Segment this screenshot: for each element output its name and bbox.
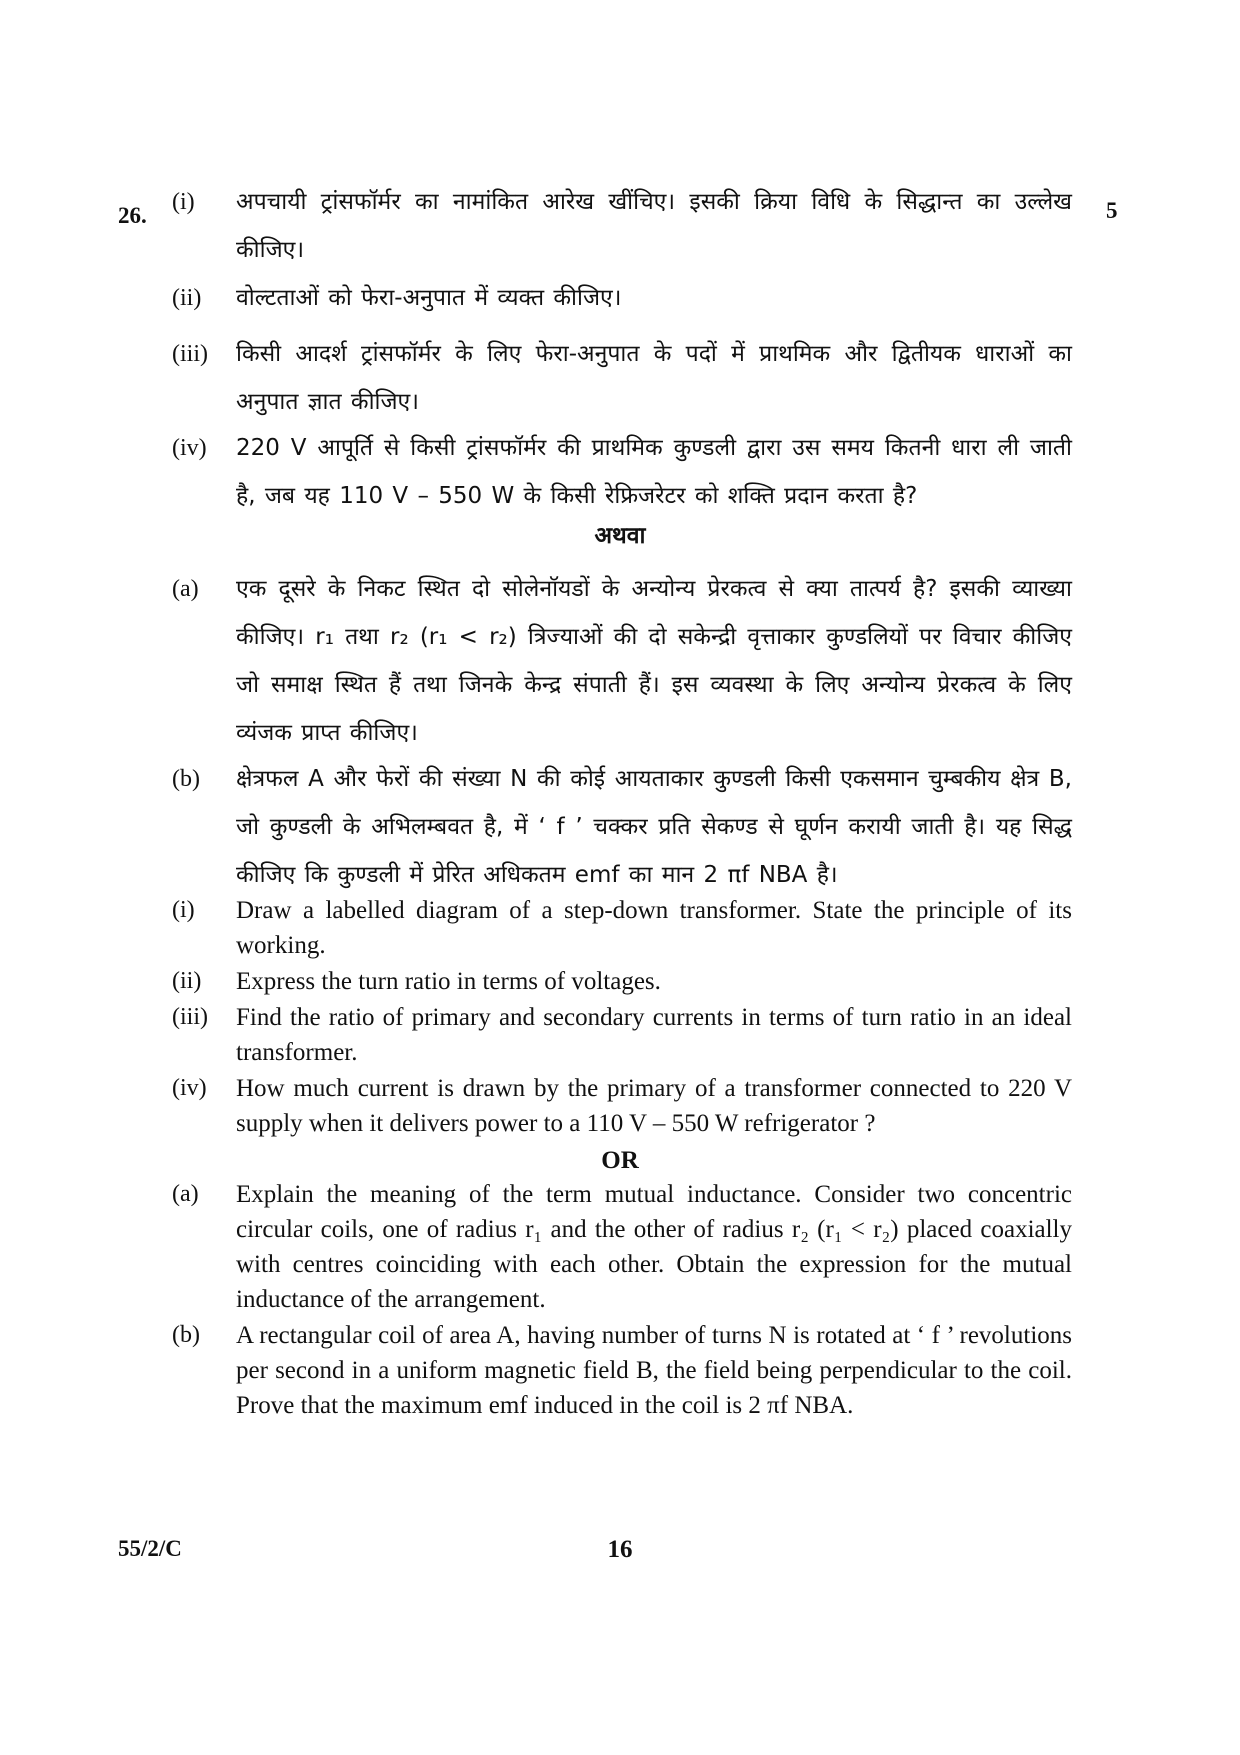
part-label: (b) bbox=[172, 1322, 200, 1348]
part-text: Express the turn ratio in terms of voltages. bbox=[236, 968, 661, 995]
part-label: (iii) bbox=[172, 341, 208, 367]
part-label: (i) bbox=[172, 897, 195, 923]
question-number: 26. bbox=[118, 203, 147, 228]
part-label: (i) bbox=[172, 189, 195, 215]
part-text: Draw a labelled diagram of a step-down transformer. State the principle of its working. bbox=[236, 897, 1072, 959]
part-label: (ii) bbox=[172, 285, 202, 311]
page-number: 16 bbox=[607, 1536, 633, 1563]
hindi-or-heading: अथवा bbox=[594, 523, 646, 549]
part-text: A rectangular coil of area A, having number of turns N is rotated at ‘ f ’ revolutions per second in a uniform magnetic field B, the field being perpendicular to the coil. Prove that the maximum emf induced in the coil is 2 πf NBA. bbox=[236, 1322, 1072, 1419]
english-or-heading: OR bbox=[601, 1147, 639, 1174]
part-text: एक दूसरे के निकट स्थित दो सोलेनॉयडों के अन्योन्य प्रेरकत्व से क्या तात्पर्य है? इसकी व्याख्या कीजिए। r₁ तथा r₂ (r₁ < r₂) त्रिज्याओं की दो सकेन्द्री वृत्ताकार कुण्डलियों पर विचार कीजिए जो समाक्ष स्थित हैं तथा जिनके केन्द्र संपाती हैं। इस व्यवस्था के लिए अन्योन्य प्रेरकत्व के लिए व्यंजक प्राप्त कीजिए। bbox=[236, 576, 1072, 746]
part-label: (a) bbox=[172, 1181, 199, 1207]
part-label: (iv) bbox=[172, 1075, 207, 1101]
part-label: (iii) bbox=[172, 1004, 208, 1030]
part-label: (ii) bbox=[172, 968, 202, 994]
part-text: How much current is drawn by the primary of a transformer connected to 220 V supply when it delivers power to a 110 V – 550 W refrigerator ? bbox=[236, 1075, 1072, 1137]
part-label: (b) bbox=[172, 766, 200, 792]
part-text: वोल्टताओं को फेरा-अनुपात में व्यक्त कीजिए। bbox=[236, 285, 622, 311]
part-text: Find the ratio of primary and secondary currents in terms of turn ratio in an ideal transformer. bbox=[236, 1004, 1072, 1066]
part-text: किसी आदर्श ट्रांसफॉर्मर के लिए फेरा-अनुपात के पदों में प्राथमिक और द्वितीयक धाराओं का अनुपात ज्ञात कीजिए। bbox=[236, 341, 1072, 415]
part-text: अपचायी ट्रांसफॉर्मर का नामांकित आरेख खींचिए। इसकी क्रिया विधि के सिद्धान्त का उल्लेख कीजिए। bbox=[236, 189, 1072, 263]
paper-code: 55/2/C bbox=[118, 1536, 182, 1561]
part-label: (a) bbox=[172, 576, 199, 602]
part-label: (iv) bbox=[172, 435, 207, 461]
part-text: 220 V आपूर्ति से किसी ट्रांसफॉर्मर की प्राथमिक कुण्डली द्वारा उस समय कितनी धारा ली जाती है, जब यह 110 V – 550 W के किसी रेफ्रिजरेटर को शक्ति प्रदान करता है? bbox=[236, 435, 1072, 509]
part-text: क्षेत्रफल A और फेरों की संख्या N की कोई आयताकार कुण्डली किसी एकसमान चुम्बकीय क्षेत्र B, जो कुण्डली के अभिलम्बवत है, में ‘ f ’ चक्कर प्रति सेकण्ड से घूर्णन करायी जाती है। यह सिद्ध कीजिए कि कुण्डली में प्रेरित अधिकतम emf का मान 2 πf NBA है। bbox=[236, 766, 1072, 888]
part-text: Explain the meaning of the term mutual inductance. Consider two concentric circular coils, one of radius r₁ and the other of radius r₂ (r₁ < r₂) placed coaxially with centres coinciding with each other. Obtain the expression for the mutual inductance of the arrangement. bbox=[236, 1181, 1072, 1313]
question-marks: 5 bbox=[1106, 198, 1118, 223]
